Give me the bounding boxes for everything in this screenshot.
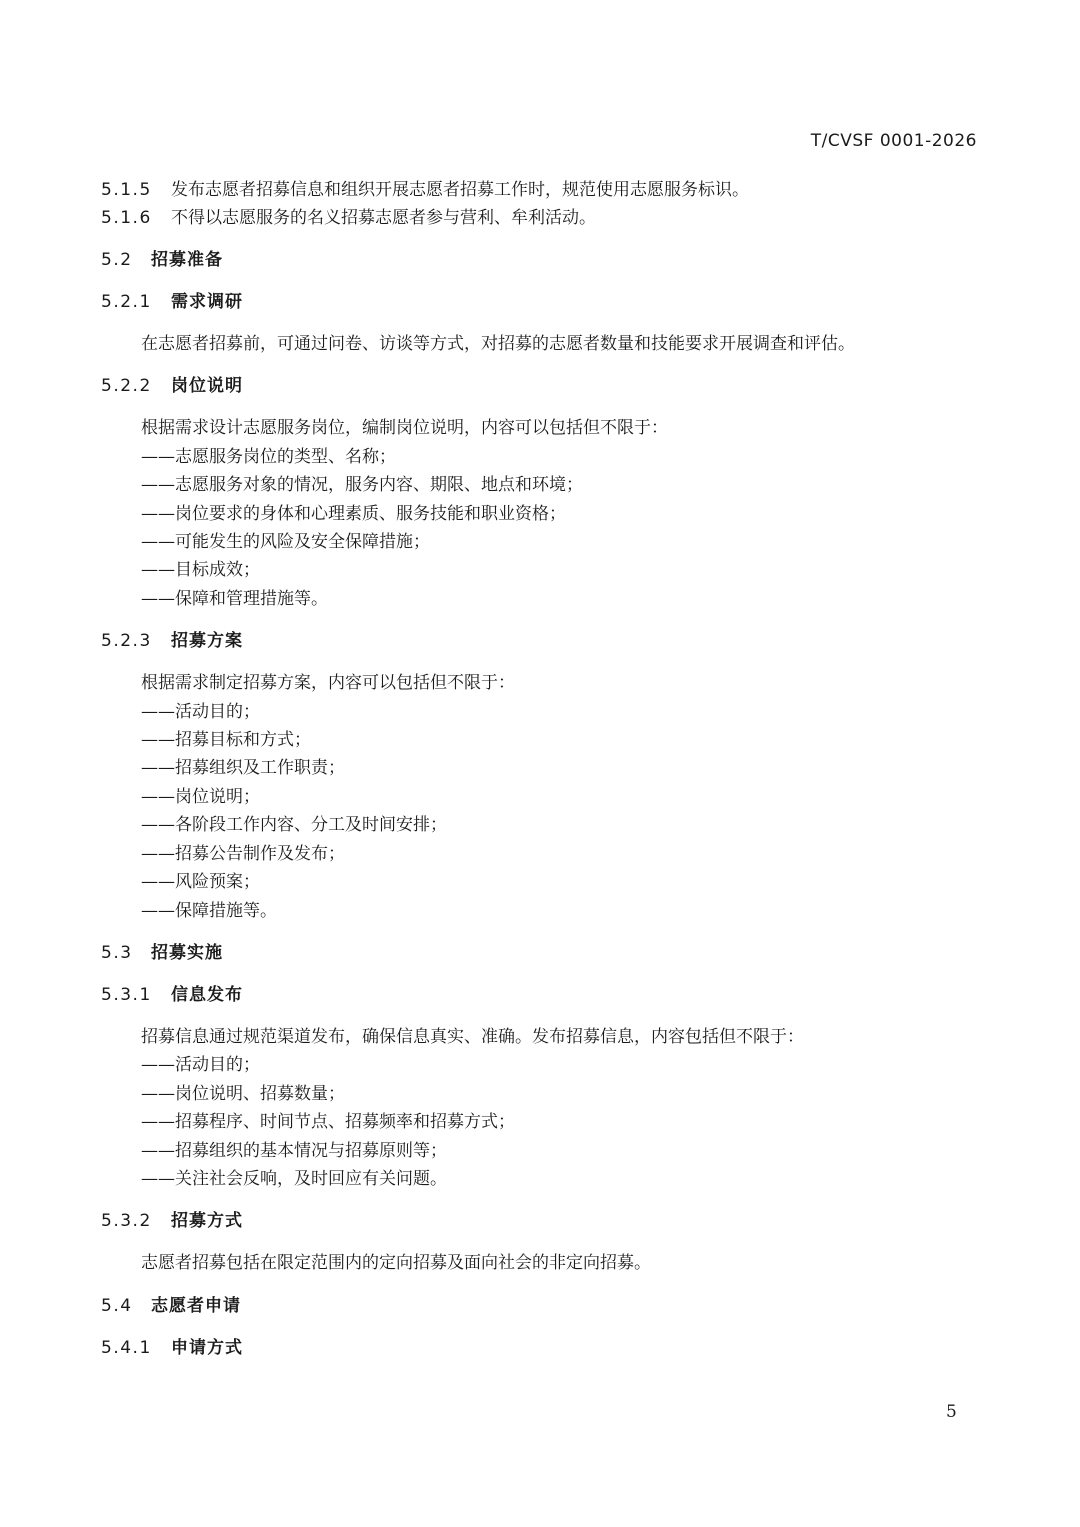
section-number: 5.4 <box>101 1295 133 1316</box>
section-heading-5-2-2 <box>101 372 981 400</box>
list-item: ——志愿服务岗位的类型、名称； <box>141 446 396 467</box>
list-item: ——关注社会反响，及时回应有关问题。 <box>141 1168 447 1189</box>
clause-text: 发布志愿者招募信息和组织开展志愿者招募工作时，规范使用志愿服务标识。 <box>171 180 749 200</box>
section-heading-5-2-1 <box>101 288 981 316</box>
list-item: ——各阶段工作内容、分工及时间安排； <box>141 815 447 836</box>
section-title: 志愿者申请 <box>151 1295 241 1316</box>
section-title: 招募准备 <box>151 250 223 270</box>
section-title: 招募实施 <box>151 942 223 963</box>
section-title: 申请方式 <box>171 1337 243 1358</box>
clause-5-1-5 <box>101 176 981 204</box>
section-heading-5-3 <box>101 939 981 967</box>
section-heading-5-2-3 <box>101 627 981 655</box>
paragraph: 根据需求制定招募方案，内容可以包括但不限于： <box>141 673 515 694</box>
list-item: ——岗位说明； <box>141 786 260 807</box>
list-item: ——招募程序、时间节点、招募频率和招募方式； <box>141 1112 515 1133</box>
section-heading-5-3-2 <box>101 1207 981 1235</box>
list-item: ——招募组织及工作职责； <box>141 758 345 779</box>
section-title: 招募方式 <box>171 1211 243 1232</box>
list-item: ——招募组织的基本情况与招募原则等； <box>141 1140 447 1161</box>
section-number: 5.2 <box>101 250 133 270</box>
list-item: ——岗位要求的身体和心理素质、服务技能和职业资格； <box>141 503 566 524</box>
list-item: ——活动目的； <box>141 701 260 722</box>
list-item: ——招募公告制作及发布； <box>141 843 345 864</box>
section-number: 5.3 <box>101 942 133 963</box>
section-number: 5.2.1 <box>101 292 152 312</box>
list-item: ——活动目的； <box>141 1055 260 1076</box>
section-heading-5-2 <box>101 246 981 274</box>
list-item: ——岗位说明、招募数量； <box>141 1083 345 1104</box>
list-item: ——目标成效； <box>141 560 260 581</box>
section-title: 招募方案 <box>171 631 243 652</box>
document-body <box>101 176 981 1362</box>
list-item: ——保障和管理措施等。 <box>141 588 328 609</box>
section-title: 需求调研 <box>171 292 243 312</box>
list-item: ——志愿服务对象的情况，服务内容、期限、地点和环境； <box>141 475 583 496</box>
section-title: 岗位说明 <box>171 376 243 397</box>
document-id: T/CVSF 0001-2026 <box>810 131 977 151</box>
paragraph: 志愿者招募包括在限定范围内的定向招募及面向社会的非定向招募。 <box>141 1253 651 1274</box>
list-item: ——保障措施等。 <box>141 900 277 921</box>
section-number: 5.3.1 <box>101 984 152 1005</box>
clause-number: 5.1.6 <box>101 208 152 228</box>
paragraph: 在志愿者招募前，可通过问卷、访谈等方式，对招募的志愿者数量和技能要求开展调查和评估。 <box>141 334 855 354</box>
section-heading-5-4 <box>101 1292 981 1320</box>
section-title: 信息发布 <box>171 984 243 1005</box>
clause-5-1-6 <box>101 204 981 232</box>
list-item: ——可能发生的风险及安全保障措施； <box>141 532 430 553</box>
section-number: 5.2.3 <box>101 631 152 652</box>
section-heading-5-4-1 <box>101 1334 981 1362</box>
section-heading-5-3-1 <box>101 981 981 1009</box>
list-item: ——风险预案； <box>141 872 260 893</box>
section-number: 5.4.1 <box>101 1337 152 1358</box>
clause-number: 5.1.5 <box>101 180 152 200</box>
list-item: ——招募目标和方式； <box>141 730 311 751</box>
clause-text: 不得以志愿服务的名义招募志愿者参与营利、牟利活动。 <box>171 208 596 228</box>
paragraph: 招募信息通过规范渠道发布，确保信息真实、准确。发布招募信息，内容包括但不限于： <box>141 1026 804 1047</box>
section-number: 5.2.2 <box>101 376 152 397</box>
section-number: 5.3.2 <box>101 1211 152 1232</box>
page-number: 5 <box>946 1402 957 1422</box>
paragraph: 根据需求设计志愿服务岗位，编制岗位说明，内容可以包括但不限于： <box>141 418 668 439</box>
